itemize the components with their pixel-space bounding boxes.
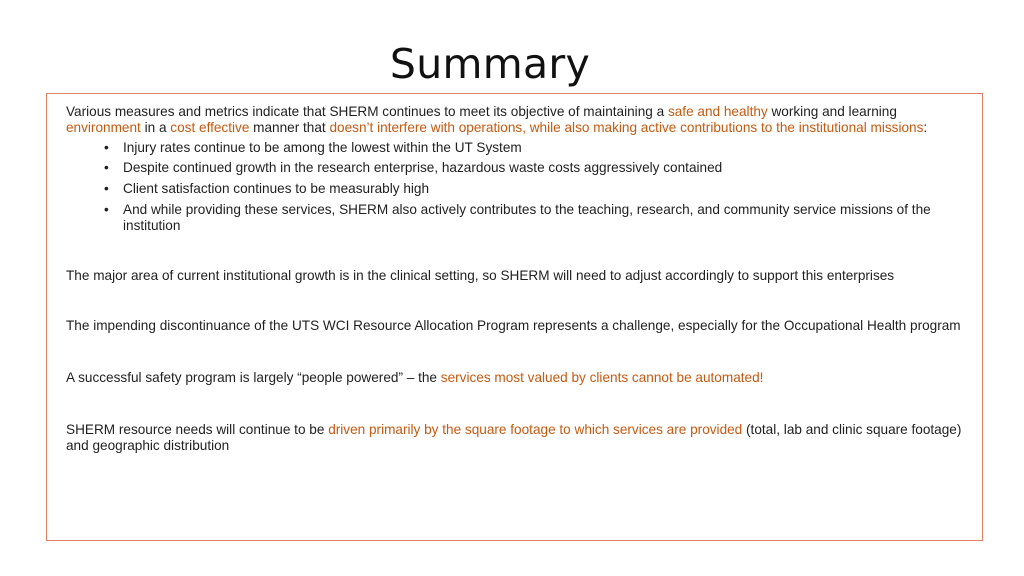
resource-needs-text-2: (total, lab and clinic square footage) and geographic distribution <box>66 421 962 453</box>
intro-text-4: manner that <box>249 119 330 135</box>
list-item <box>104 181 962 197</box>
list-item <box>104 140 962 156</box>
people-powered-paragraph <box>66 370 962 386</box>
bullet-text: Injury rates continue to be among the lowest within the UT System <box>123 139 522 155</box>
bullet-icon: • <box>104 181 109 197</box>
people-powered-text: A successful safety program is largely “people powered” – the <box>66 370 441 386</box>
list-item <box>104 160 962 176</box>
intro-highlight-safe-healthy: safe and healthy <box>667 104 768 119</box>
wci-paragraph: The impending discontinuance of the UTS WCI Resource Allocation Program represents a challenge, especially for the Occupational Health program <box>66 318 961 334</box>
bullet-icon: • <box>104 201 109 217</box>
intro-text-3: in a <box>140 119 171 135</box>
intro-highlight-cost-effective: cost effective <box>170 119 250 135</box>
intro-text-2: working and learning <box>767 104 897 119</box>
intro-highlight-missions: doesn’t interfere with operations, while also making active contributions to the institutional missions <box>329 119 924 135</box>
bullet-text: Despite continued growth in the research enterprise, hazardous waste costs aggressively contained <box>123 160 723 176</box>
people-powered-highlight: services most valued by clients cannot be automated! <box>440 370 764 386</box>
resource-needs-highlight: driven primarily by the square footage to which services are provided <box>328 421 743 437</box>
resource-needs-text-1: SHERM resource needs will continue to be <box>66 421 329 437</box>
bullet-icon: • <box>104 139 109 155</box>
resource-needs-paragraph <box>66 422 962 454</box>
content-box <box>46 93 983 541</box>
growth-paragraph: The major area of current institutional growth is in the clinical setting, so SHERM will need to adjust accordingly to support this enterprises <box>66 267 895 283</box>
bullet-text: Client satisfaction continues to be measurably high <box>123 181 430 197</box>
bullet-list <box>66 140 962 234</box>
intro-text-5: : <box>923 119 928 135</box>
intro-text-1: Various measures and metrics indicate that SHERM continues to meet its objective of maintaining a <box>66 104 668 119</box>
bullet-text: And while providing these services, SHERM also actively contributes to the teaching, research, and community service missions of the institution <box>123 201 931 233</box>
intro-paragraph <box>66 104 962 136</box>
intro-highlight-environment: environment <box>66 119 141 135</box>
bullet-icon: • <box>104 160 109 176</box>
slide-title: Summary <box>389 40 591 88</box>
list-item <box>104 202 962 234</box>
